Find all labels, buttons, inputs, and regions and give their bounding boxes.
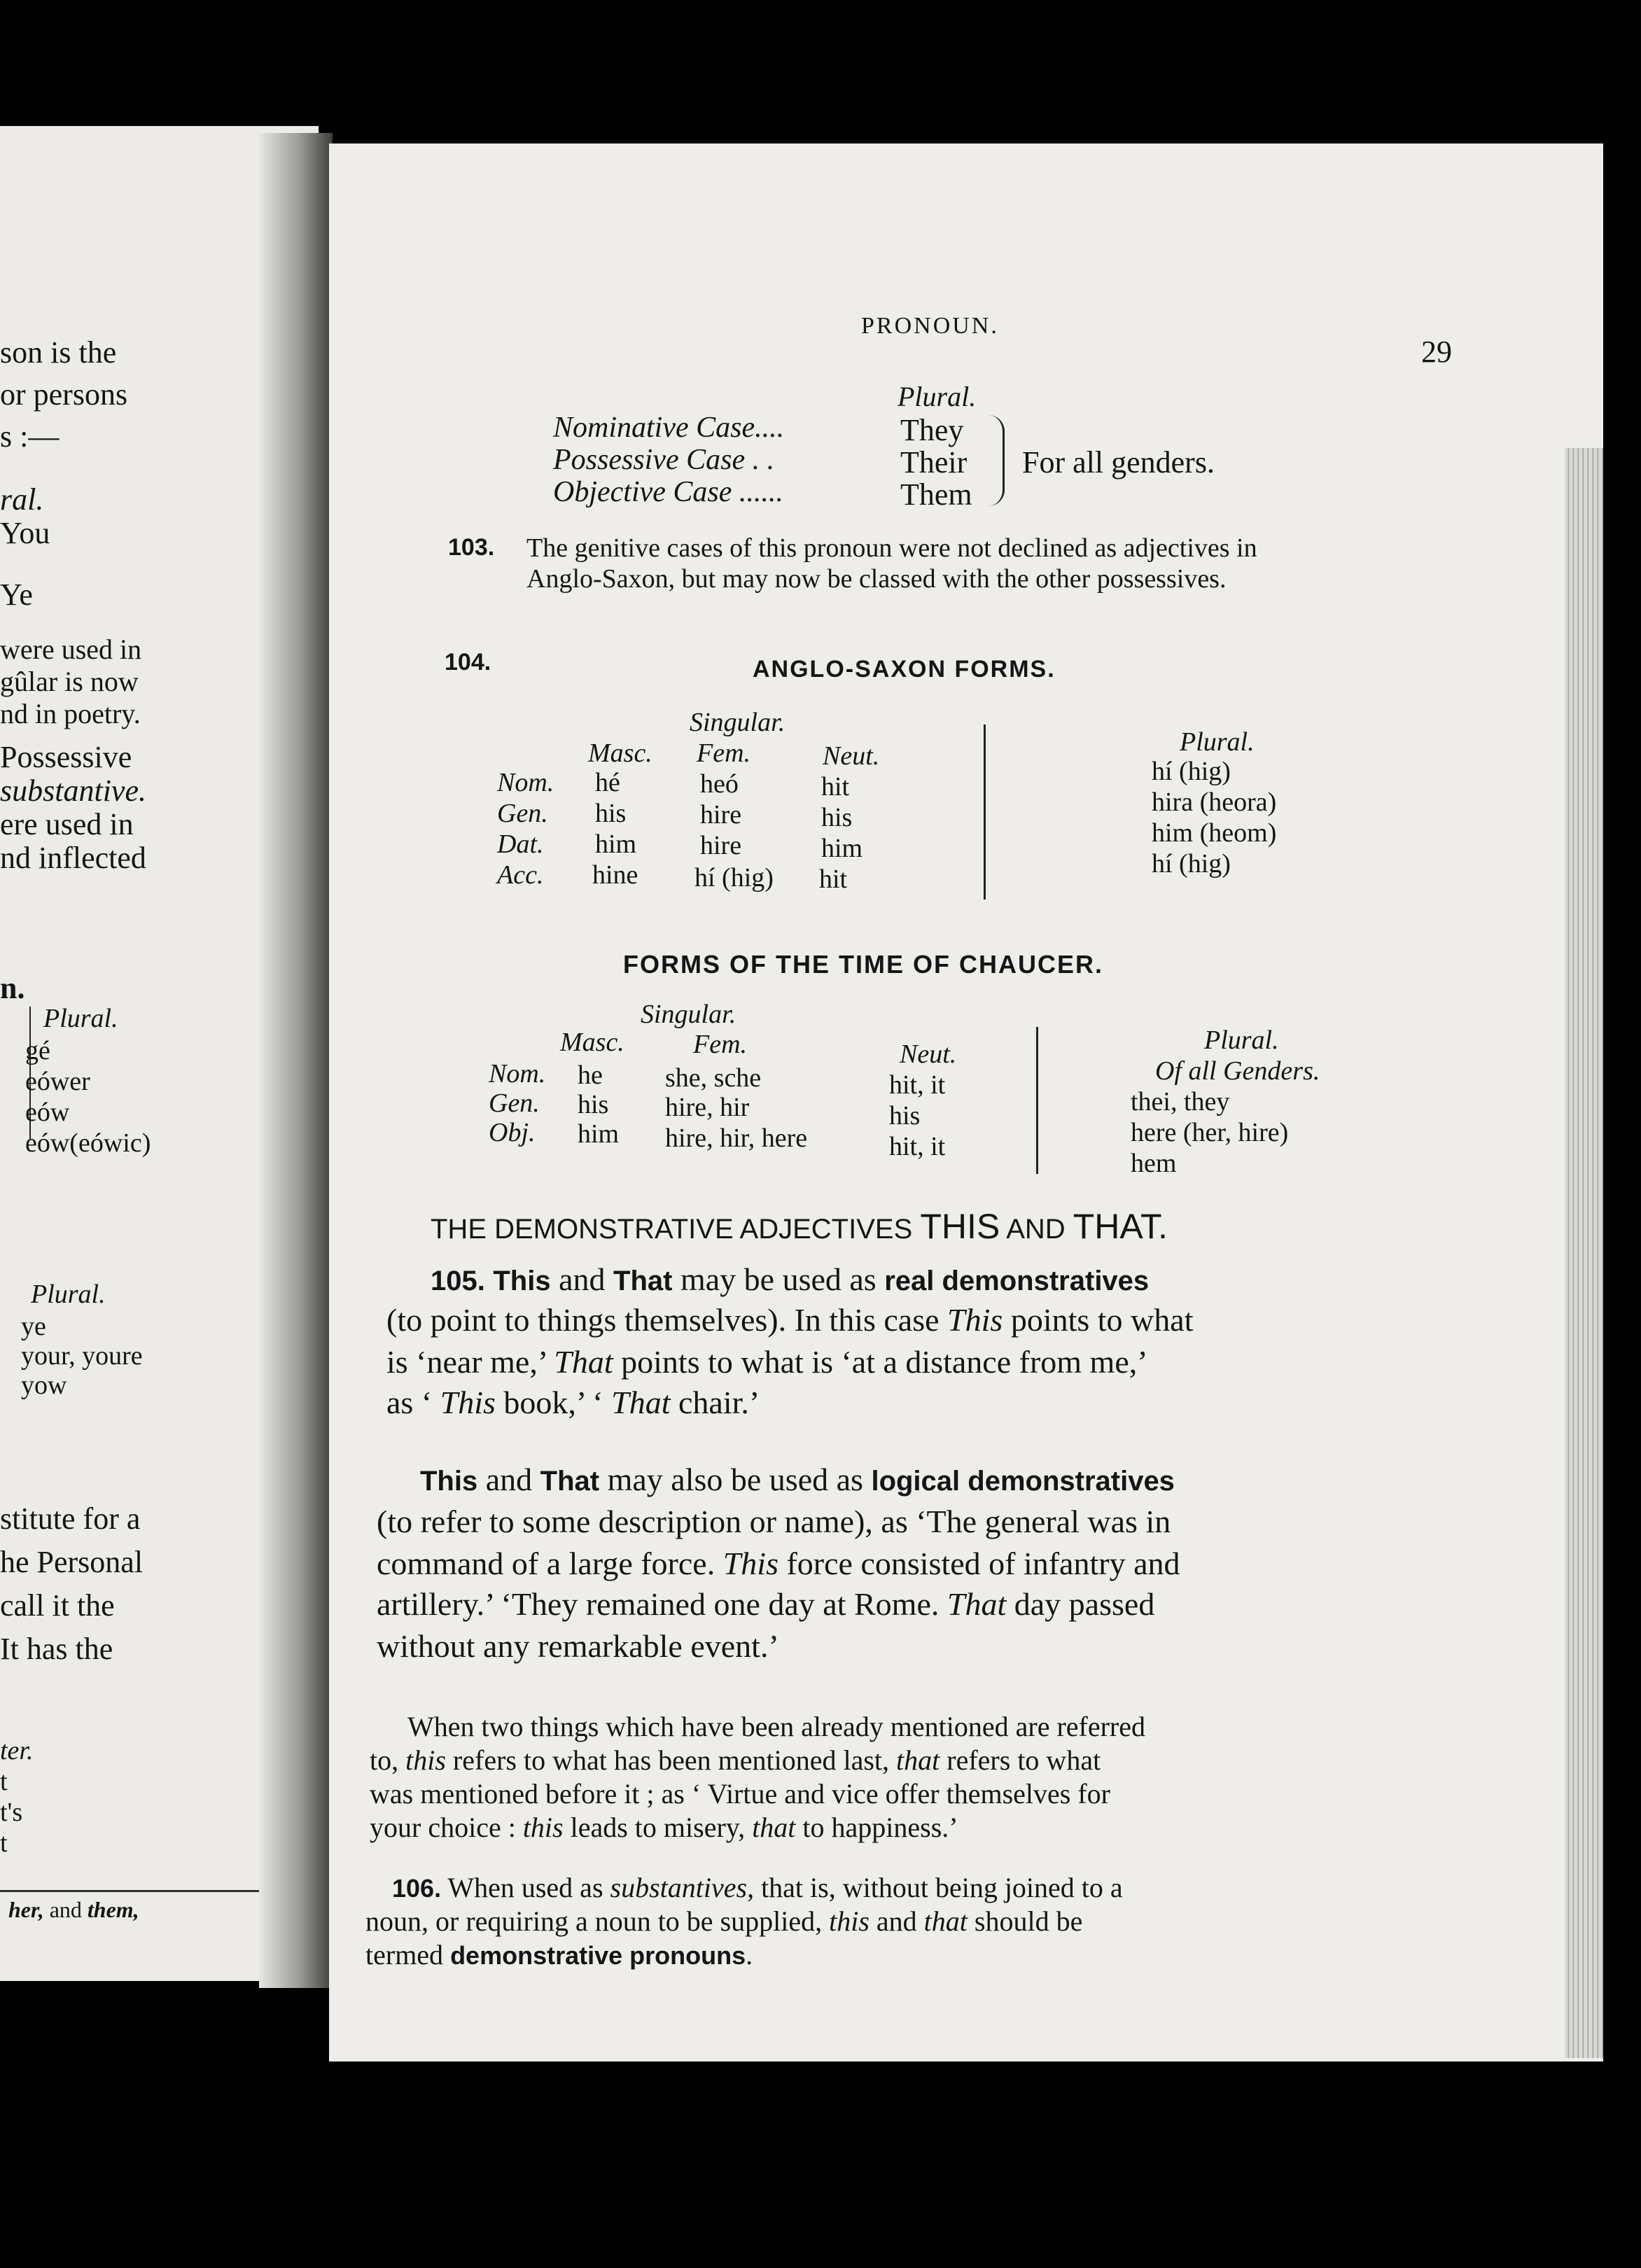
left-line: ral. bbox=[0, 482, 44, 517]
pronoun-form: Them bbox=[900, 477, 972, 512]
text-run: When two things which have been already mentioned are referred bbox=[407, 1711, 1145, 1742]
left-line: were used in bbox=[0, 634, 142, 665]
fem-form: she, sche bbox=[665, 1063, 762, 1093]
left-line: ye bbox=[21, 1312, 46, 1341]
left-line: t bbox=[0, 1767, 8, 1796]
text-run: should be bbox=[967, 1905, 1083, 1937]
text-run: your choice : bbox=[370, 1812, 523, 1843]
fem-form: hí (hig) bbox=[694, 863, 774, 892]
text-run: may be used as bbox=[672, 1261, 885, 1297]
heading-part: AND bbox=[1006, 1214, 1066, 1245]
text-run: . bbox=[746, 1939, 753, 1970]
bold-term: logical demonstratives bbox=[871, 1466, 1175, 1497]
text-run: was mentioned before it ; as ‘ Virtue and vice offer themselves for bbox=[370, 1778, 1110, 1809]
italic-term: This bbox=[947, 1302, 1003, 1338]
text-run: points to what bbox=[1003, 1302, 1194, 1338]
left-line: It has the bbox=[0, 1632, 113, 1666]
pronoun-form: Their bbox=[900, 445, 968, 479]
italic-term: That bbox=[611, 1385, 671, 1420]
paragraph-line: The genitive cases of this pronoun were not declined as adjectives in bbox=[526, 533, 1257, 563]
text-run: noun, or requiring a noun to be supplied, bbox=[365, 1905, 830, 1937]
text-run: termed bbox=[365, 1939, 451, 1970]
paragraph-line bbox=[386, 1346, 1148, 1378]
italic-term: That bbox=[554, 1344, 613, 1380]
italic-term: this bbox=[522, 1812, 564, 1843]
table-divider bbox=[984, 724, 986, 899]
masc-form: his bbox=[578, 1090, 609, 1119]
running-title: PRONOUN. bbox=[861, 313, 999, 339]
italic-term: This bbox=[722, 1546, 778, 1581]
paragraph-line bbox=[420, 1464, 1175, 1496]
heading-part: ADJECTIVES bbox=[739, 1214, 913, 1245]
masc-form: hé bbox=[595, 768, 620, 797]
text-run: refers to what has been mentioned last, bbox=[445, 1744, 897, 1776]
book-gutter bbox=[259, 133, 333, 1988]
fem-form: hire bbox=[700, 831, 742, 860]
left-line: n. bbox=[0, 971, 25, 1005]
plural-form: hí (hig) bbox=[1152, 757, 1231, 786]
footnote-word: and bbox=[49, 1897, 82, 1922]
text-run: (to refer to some description or name), as ‘The general was in bbox=[377, 1504, 1171, 1539]
left-line: gé bbox=[25, 1036, 50, 1065]
left-line: or persons bbox=[0, 377, 128, 412]
paragraph-line: Anglo-Saxon, but may now be classed with the other possessives. bbox=[526, 564, 1227, 594]
case-label: Nom. bbox=[489, 1059, 546, 1088]
paragraph-line bbox=[365, 1905, 1082, 1938]
text-run: without any remarkable event.’ bbox=[377, 1628, 779, 1664]
neut-form: him bbox=[821, 834, 863, 863]
left-line: s :— bbox=[0, 419, 60, 454]
italic-term: That bbox=[947, 1586, 1007, 1622]
neut-form: hit, it bbox=[889, 1070, 946, 1100]
text-run: When used as bbox=[441, 1872, 610, 1903]
footnote-word: them, bbox=[87, 1897, 139, 1922]
plural-form: thei, they bbox=[1131, 1087, 1230, 1116]
section-title: FORMS OF THE TIME OF CHAUCER. bbox=[623, 950, 1103, 979]
left-line: nd in poetry. bbox=[0, 698, 141, 729]
left-line: call it the bbox=[0, 1588, 115, 1623]
case-label: Nom. bbox=[497, 768, 554, 797]
section-number: 105. bbox=[431, 1266, 485, 1296]
case-label: Acc. bbox=[497, 860, 544, 890]
left-line: t's bbox=[0, 1798, 23, 1827]
curly-brace bbox=[989, 415, 1005, 506]
section-number: 106. bbox=[392, 1874, 442, 1903]
text-run: is ‘near me,’ bbox=[386, 1344, 554, 1380]
section-number: 104. bbox=[445, 649, 491, 676]
masc-form: him bbox=[578, 1119, 620, 1149]
left-line: t bbox=[0, 1828, 8, 1858]
left-line: Plural. bbox=[43, 1004, 118, 1033]
text-run: may also be used as bbox=[599, 1462, 872, 1497]
neut-form: hit bbox=[819, 864, 848, 894]
text-run: and bbox=[869, 1905, 924, 1937]
bold-term: demonstrative pronouns bbox=[450, 1941, 746, 1970]
bold-term: This bbox=[493, 1266, 551, 1296]
singular-heading: Singular. bbox=[641, 1000, 736, 1029]
left-line: he Personal bbox=[0, 1545, 144, 1579]
text-run: chair.’ bbox=[670, 1385, 760, 1420]
left-line: Ye bbox=[0, 578, 33, 612]
column-header: Fem. bbox=[693, 1030, 748, 1059]
left-line: yow bbox=[21, 1371, 67, 1400]
italic-term: that bbox=[896, 1744, 940, 1776]
italic-term: this bbox=[829, 1905, 870, 1937]
fem-form: heó bbox=[700, 769, 739, 799]
plural-form: him (heom) bbox=[1152, 818, 1277, 848]
left-line: substantive. bbox=[0, 774, 146, 808]
left-line: eów bbox=[25, 1098, 70, 1127]
pronoun-form: They bbox=[900, 413, 964, 447]
page-number: 29 bbox=[1421, 335, 1452, 369]
paragraph-line bbox=[392, 1871, 1123, 1904]
case-label: Gen. bbox=[497, 799, 548, 828]
left-line: ter. bbox=[0, 1736, 34, 1765]
paragraph-line bbox=[377, 1630, 779, 1662]
page-edge bbox=[1565, 448, 1603, 2058]
text-run: as ‘ bbox=[386, 1385, 440, 1420]
left-line: stitute for a bbox=[0, 1502, 141, 1536]
singular-heading: Singular. bbox=[690, 708, 785, 737]
paragraph-line bbox=[370, 1744, 1101, 1777]
text-run: day passed bbox=[1006, 1586, 1155, 1622]
neut-form: hit bbox=[821, 772, 850, 802]
left-line: Plural. bbox=[31, 1280, 106, 1309]
text-run: book,’ ‘ bbox=[495, 1385, 612, 1420]
left-line: gûlar is now bbox=[0, 666, 139, 697]
table-divider bbox=[1036, 1027, 1038, 1174]
text-run: refers to what bbox=[940, 1744, 1101, 1776]
genders-note: For all genders. bbox=[1022, 445, 1215, 479]
plural-heading: Plural. bbox=[1204, 1026, 1279, 1055]
section-number: 103. bbox=[448, 534, 495, 561]
neut-form: hit, it bbox=[889, 1132, 946, 1161]
italic-term: This bbox=[440, 1385, 496, 1420]
left-line: nd inflected bbox=[0, 841, 146, 875]
bold-term: That bbox=[613, 1266, 673, 1296]
plural-form: hira (heora) bbox=[1152, 788, 1277, 817]
text-run: force consisted of infantry and bbox=[778, 1546, 1180, 1581]
fem-form: hire bbox=[700, 800, 742, 830]
heading-part: THAT. bbox=[1073, 1207, 1168, 1246]
left-line: eów(eówic) bbox=[25, 1128, 151, 1158]
text-run: and bbox=[477, 1462, 540, 1497]
heading-part: THIS bbox=[920, 1207, 1000, 1246]
left-line: Possessive bbox=[0, 740, 132, 774]
text-run: leads to misery, bbox=[563, 1812, 753, 1843]
bold-term: This bbox=[420, 1466, 478, 1497]
plural-heading: Plural. bbox=[898, 381, 977, 412]
column-header: Fem. bbox=[697, 738, 751, 768]
neut-form: his bbox=[821, 803, 853, 832]
text-run: (to point to things themselves). In this case bbox=[386, 1302, 948, 1338]
text-run: to, bbox=[370, 1744, 406, 1776]
bold-term: That bbox=[540, 1466, 600, 1497]
paragraph-line bbox=[377, 1548, 1180, 1580]
column-header: Neut. bbox=[823, 741, 880, 771]
paragraph-line bbox=[386, 1304, 1193, 1336]
left-line: eówer bbox=[25, 1067, 90, 1096]
column-header: Neut. bbox=[900, 1040, 957, 1069]
case-label: Objective Case ...... bbox=[553, 476, 783, 508]
paragraph-line bbox=[386, 1387, 760, 1419]
case-label: Obj. bbox=[489, 1118, 536, 1147]
case-label: Nominative Case.... bbox=[553, 412, 785, 444]
masc-form: hine bbox=[592, 860, 638, 890]
masc-form: he bbox=[578, 1060, 603, 1090]
text-run: , that is, without being joined to a bbox=[747, 1872, 1123, 1903]
paragraph-line bbox=[370, 1777, 1110, 1810]
plural-form: here (her, hire) bbox=[1131, 1118, 1289, 1147]
text-run: command of a large force. bbox=[377, 1546, 723, 1581]
left-line: ere used in bbox=[0, 807, 134, 841]
masc-form: his bbox=[595, 799, 627, 828]
paragraph-line bbox=[365, 1938, 753, 1971]
bold-term: real demonstratives bbox=[884, 1266, 1150, 1296]
left-line: son is the bbox=[0, 335, 117, 370]
plural-heading: Plural. bbox=[1180, 727, 1255, 757]
right-page bbox=[329, 144, 1603, 2062]
paragraph-line bbox=[377, 1506, 1171, 1538]
italic-term: substantives bbox=[610, 1872, 748, 1903]
text-run: and bbox=[550, 1261, 614, 1297]
left-line: You bbox=[0, 516, 50, 550]
paragraph-line bbox=[370, 1811, 958, 1844]
column-header: Masc. bbox=[588, 738, 652, 768]
plural-form: hem bbox=[1131, 1149, 1177, 1178]
case-label: Possessive Case . . bbox=[553, 444, 775, 476]
column-header: Masc. bbox=[560, 1028, 624, 1057]
paragraph-line bbox=[407, 1710, 1145, 1743]
italic-term: that bbox=[752, 1812, 796, 1843]
case-label: Gen. bbox=[489, 1088, 540, 1118]
paragraph-line bbox=[431, 1261, 1150, 1297]
demonstrative-heading bbox=[431, 1206, 1168, 1247]
footnote-word: her, bbox=[8, 1897, 44, 1922]
italic-term: this bbox=[405, 1744, 446, 1776]
text-run: artillery.’ ‘They remained one day at Rome. bbox=[377, 1586, 947, 1622]
masc-form: him bbox=[595, 830, 637, 859]
footnote bbox=[8, 1897, 139, 1923]
plural-form: hí (hig) bbox=[1152, 849, 1231, 878]
text-run: points to what is ‘at a distance from me,’ bbox=[613, 1344, 1148, 1380]
section-title: ANGLO-SAXON FORMS. bbox=[753, 656, 1056, 682]
fem-form: hire, hir, here bbox=[665, 1124, 808, 1153]
left-line: your, youre bbox=[21, 1341, 143, 1371]
fem-form: hire, hir bbox=[665, 1093, 750, 1122]
neut-form: his bbox=[889, 1101, 921, 1130]
italic-term: that bbox=[923, 1905, 968, 1937]
paragraph-line bbox=[377, 1588, 1154, 1620]
case-label: Dat. bbox=[497, 830, 544, 859]
plural-subheading: Of all Genders. bbox=[1155, 1056, 1320, 1086]
heading-part: THE DEMONSTRATIVE bbox=[431, 1214, 734, 1245]
text-run: to happiness.’ bbox=[795, 1812, 958, 1843]
